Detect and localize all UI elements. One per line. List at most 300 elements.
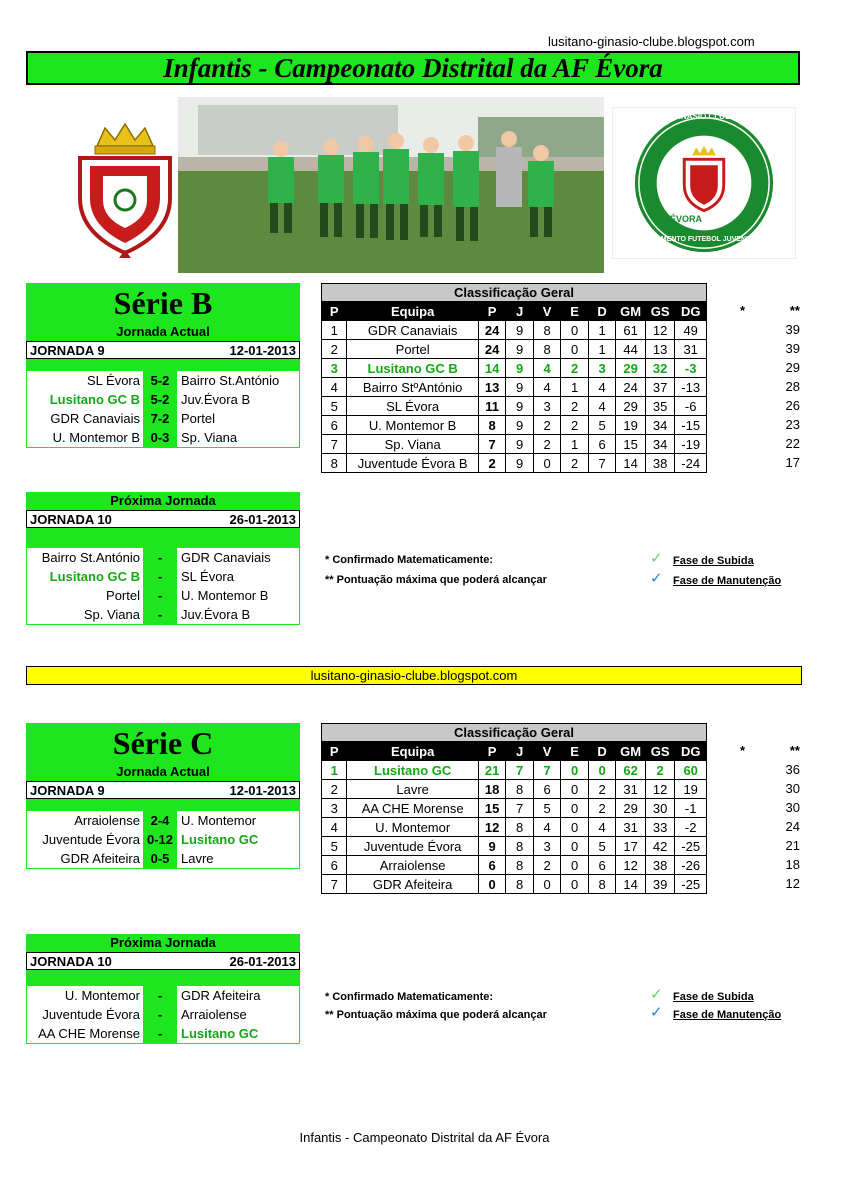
- cell-gm: 44: [616, 340, 646, 359]
- home-team: Sp. Viana: [83, 607, 140, 622]
- serie-b-next-panel: [26, 492, 300, 625]
- cell-d: 2: [588, 780, 616, 799]
- cell-dg: -6: [675, 397, 707, 416]
- cell-team: Lusitano GC B: [347, 359, 478, 378]
- badge-ring-bottom: DEPARTAMENTO FUTEBOL JUVENIL: [628, 236, 753, 243]
- spacer: [26, 970, 300, 986]
- page-title: Infantis - Campeonato Distrital da AF Évora: [163, 53, 663, 83]
- extra-col-header: **: [789, 743, 800, 758]
- column-header: V: [533, 742, 561, 761]
- away-team: Arraiolense: [181, 1007, 247, 1022]
- column-header: E: [561, 742, 589, 761]
- cell-v: 4: [533, 818, 561, 837]
- score: 5-2: [143, 390, 177, 409]
- cell-pts: 15: [478, 799, 506, 818]
- cell-team: Juventude Évora B: [347, 454, 478, 473]
- match-row: [27, 605, 299, 624]
- page-footer: Infantis - Campeonato Distrital da AF Évora: [299, 1130, 550, 1145]
- cell-j: 7: [506, 799, 534, 818]
- cell-d: 5: [588, 416, 616, 435]
- cell-pts: 24: [478, 321, 506, 340]
- badge-city: ÉVORA: [670, 214, 703, 224]
- cell-gs: 34: [645, 435, 675, 454]
- cell-v: 3: [533, 837, 561, 856]
- cell-pos: 2: [322, 780, 347, 799]
- cell-e: 2: [561, 416, 589, 435]
- cell-j: 8: [506, 818, 534, 837]
- club-crest-logo: [75, 118, 175, 263]
- cell-d: 5: [588, 837, 616, 856]
- cell-j: 8: [506, 856, 534, 875]
- cell-pos: 2: [322, 340, 347, 359]
- cell-gs: 42: [645, 837, 675, 856]
- extra-col-header: *: [740, 303, 746, 318]
- cell-j: 9: [506, 340, 534, 359]
- cell-d: 6: [588, 856, 616, 875]
- serie-b-current-label: Jornada Actual: [26, 323, 300, 341]
- table-row: [322, 416, 707, 435]
- home-team: Lusitano GC B: [49, 569, 140, 584]
- score: 5-2: [143, 371, 177, 390]
- cell-v: 2: [533, 416, 561, 435]
- cell-gs: 34: [645, 416, 675, 435]
- page-title-bar: [26, 51, 800, 85]
- match-row: [27, 986, 299, 1005]
- home-team: GDR Afeiteira: [60, 851, 140, 866]
- home-team: U. Montemor: [64, 988, 140, 1003]
- score: -: [143, 605, 177, 624]
- cell-pts: 9: [478, 837, 506, 856]
- max-points-value: 22: [785, 436, 800, 451]
- column-header: GM: [616, 742, 646, 761]
- cell-e: 0: [561, 340, 589, 359]
- score: -: [143, 1005, 177, 1024]
- cell-d: 7: [588, 454, 616, 473]
- cell-pos: 8: [322, 454, 347, 473]
- cell-v: 3: [533, 397, 561, 416]
- match-row: [27, 1024, 299, 1043]
- home-team: Lusitano GC B: [49, 392, 140, 407]
- cell-dg: -15: [675, 416, 707, 435]
- cell-pts: 6: [478, 856, 506, 875]
- table-row: [322, 359, 707, 378]
- score: 0-12: [143, 830, 177, 849]
- home-team: Juventude Évora: [42, 1007, 140, 1022]
- cell-team: GDR Afeiteira: [347, 875, 478, 894]
- cell-pts: 18: [478, 780, 506, 799]
- column-header: DG: [675, 302, 707, 321]
- serie-c-results: [26, 811, 300, 869]
- home-team: U. Montemor B: [52, 430, 140, 445]
- table-row: [322, 837, 707, 856]
- badge-ring-top: LUSITANO GINÁSIO CLUBE: [630, 112, 737, 121]
- table-row: [322, 761, 707, 780]
- max-points-value: 36: [785, 762, 800, 777]
- serie-c-title: Série C: [26, 723, 300, 763]
- match-row: [27, 371, 299, 390]
- max-points-value: 29: [785, 360, 800, 375]
- cell-dg: -13: [675, 378, 707, 397]
- away-team: Bairro St.António: [181, 373, 280, 388]
- check-manutencao-icon: ✓: [650, 1004, 663, 1021]
- table-row: [322, 321, 707, 340]
- cell-v: 8: [533, 321, 561, 340]
- column-header: P: [478, 302, 506, 321]
- score: 0-3: [143, 428, 177, 447]
- extra-header: [740, 301, 800, 320]
- column-header: P: [478, 742, 506, 761]
- cell-v: 6: [533, 780, 561, 799]
- serie-b-table-title: Classificação Geral: [321, 283, 707, 301]
- max-points-value: 39: [785, 322, 800, 337]
- match-row: [27, 548, 299, 567]
- cell-dg: -24: [675, 454, 707, 473]
- cell-v: 2: [533, 435, 561, 454]
- score: 0-5: [143, 849, 177, 868]
- cell-pos: 1: [322, 321, 347, 340]
- cell-e: 0: [561, 875, 589, 894]
- team-photo: [178, 97, 604, 273]
- cell-gm: 61: [616, 321, 646, 340]
- cell-gm: 19: [616, 416, 646, 435]
- column-header: D: [588, 742, 616, 761]
- score: -: [143, 1024, 177, 1043]
- serie-c-jornada: JORNADA 9: [30, 782, 105, 798]
- serie-c-date: 12-01-2013: [229, 782, 296, 798]
- cell-j: 8: [506, 780, 534, 799]
- cell-pts: 24: [478, 340, 506, 359]
- legend-max-b: ** Pontuação máxima que poderá alcançar: [325, 574, 547, 586]
- cell-gs: 37: [645, 378, 675, 397]
- cell-e: 1: [561, 378, 589, 397]
- blog-url-top[interactable]: lusitano-ginasio-clube.blogspot.com: [548, 34, 755, 49]
- cell-e: 0: [561, 799, 589, 818]
- cell-j: 8: [506, 837, 534, 856]
- column-header: GM: [616, 302, 646, 321]
- max-points-value: 24: [785, 819, 800, 834]
- table-row: [322, 799, 707, 818]
- max-points-value: 30: [785, 800, 800, 815]
- table-row: [322, 435, 707, 454]
- cell-team: Bairro StºAntónio: [347, 378, 478, 397]
- cell-gs: 38: [645, 856, 675, 875]
- cell-pos: 3: [322, 799, 347, 818]
- cell-pts: 13: [478, 378, 506, 397]
- serie-b-next-date: 26-01-2013: [229, 511, 296, 527]
- extra-col-header: *: [740, 743, 746, 758]
- column-header: DG: [675, 742, 707, 761]
- cell-pts: 2: [478, 454, 506, 473]
- cell-gm: 62: [616, 761, 646, 780]
- serie-b-jornada: JORNADA 9: [30, 342, 105, 358]
- legend-max-c: ** Pontuação máxima que poderá alcançar: [325, 1009, 547, 1021]
- cell-dg: -3: [675, 359, 707, 378]
- legend-confirmed-c: * Confirmado Matematicamente:: [325, 991, 494, 1003]
- away-team: Lavre: [181, 851, 214, 866]
- cell-team: U. Montemor: [347, 818, 478, 837]
- serie-c-standings: [321, 723, 707, 894]
- serie-b-date: 12-01-2013: [229, 342, 296, 358]
- cell-team: AA CHE Morense: [347, 799, 478, 818]
- cell-d: 1: [588, 321, 616, 340]
- cell-j: 9: [506, 454, 534, 473]
- cell-team: Lusitano GC: [347, 761, 478, 780]
- cell-j: 8: [506, 875, 534, 894]
- cell-gm: 17: [616, 837, 646, 856]
- cell-gm: 14: [616, 454, 646, 473]
- legend-subida-b[interactable]: Fase de Subida: [673, 555, 754, 567]
- cell-j: 9: [506, 359, 534, 378]
- cell-gm: 29: [616, 359, 646, 378]
- serie-c-extra-cols: [740, 741, 800, 893]
- table-row: [322, 856, 707, 875]
- cell-pts: 8: [478, 416, 506, 435]
- max-points-value: 26: [785, 398, 800, 413]
- cell-gm: 12: [616, 856, 646, 875]
- cell-pos: 4: [322, 818, 347, 837]
- cell-v: 8: [533, 340, 561, 359]
- cell-pos: 3: [322, 359, 347, 378]
- max-points-value: 21: [785, 838, 800, 853]
- cell-j: 9: [506, 416, 534, 435]
- cell-e: 0: [561, 818, 589, 837]
- cell-v: 4: [533, 378, 561, 397]
- serie-c-next-jornada: JORNADA 10: [30, 953, 112, 969]
- cell-pos: 7: [322, 875, 347, 894]
- cell-v: 4: [533, 359, 561, 378]
- cell-pts: 11: [478, 397, 506, 416]
- column-header: P: [322, 742, 347, 761]
- cell-gs: 2: [645, 761, 675, 780]
- match-row: [27, 428, 299, 447]
- cell-d: 4: [588, 378, 616, 397]
- column-header: E: [561, 302, 589, 321]
- serie-c-next-fixtures: [26, 986, 300, 1044]
- cell-d: 4: [588, 397, 616, 416]
- cell-dg: -25: [675, 875, 707, 894]
- score: -: [143, 548, 177, 567]
- cell-gm: 31: [616, 818, 646, 837]
- column-header: GS: [645, 302, 675, 321]
- serie-b-next-label: Próxima Jornada: [26, 492, 300, 510]
- cell-team: GDR Canaviais: [347, 321, 478, 340]
- cell-j: 7: [506, 761, 534, 780]
- cell-v: 5: [533, 799, 561, 818]
- cell-dg: -25: [675, 837, 707, 856]
- cell-gs: 35: [645, 397, 675, 416]
- cell-d: 4: [588, 818, 616, 837]
- column-header: J: [506, 302, 534, 321]
- cell-pts: 7: [478, 435, 506, 454]
- cell-gs: 13: [645, 340, 675, 359]
- match-row: [27, 567, 299, 586]
- cell-dg: -1: [675, 799, 707, 818]
- cell-d: 3: [588, 359, 616, 378]
- cell-dg: 49: [675, 321, 707, 340]
- cell-j: 9: [506, 397, 534, 416]
- away-team: Portel: [181, 411, 215, 426]
- cell-dg: 60: [675, 761, 707, 780]
- home-team: Portel: [106, 588, 140, 603]
- away-team: Juv.Évora B: [181, 607, 251, 622]
- cell-dg: 19: [675, 780, 707, 799]
- home-team: Arraiolense: [74, 813, 140, 828]
- cell-dg: -19: [675, 435, 707, 454]
- column-header: Equipa: [347, 742, 478, 761]
- cell-team: Lavre: [347, 780, 478, 799]
- match-row: [27, 409, 299, 428]
- match-row: [27, 390, 299, 409]
- serie-b-results: [26, 371, 300, 448]
- home-team: AA CHE Morense: [38, 1026, 140, 1041]
- legend-confirmed-b: * Confirmado Matematicamente:: [325, 554, 494, 566]
- cell-team: Sp. Viana: [347, 435, 478, 454]
- max-points-value: 23: [785, 417, 800, 432]
- serie-b-standings: [321, 283, 707, 473]
- cell-v: 0: [533, 454, 561, 473]
- cell-j: 9: [506, 378, 534, 397]
- cell-pos: 4: [322, 378, 347, 397]
- cell-gs: 30: [645, 799, 675, 818]
- cell-e: 0: [561, 856, 589, 875]
- serie-b-title: Série B: [26, 283, 300, 323]
- extra-header: [740, 741, 800, 760]
- legend-manutencao-c[interactable]: Fase de Manutenção: [673, 1009, 782, 1021]
- cell-team: U. Montemor B: [347, 416, 478, 435]
- home-team: Juventude Évora: [42, 832, 140, 847]
- cell-j: 9: [506, 435, 534, 454]
- away-team: GDR Canaviais: [181, 550, 271, 565]
- away-team: U. Montemor B: [181, 588, 269, 603]
- cell-pts: 14: [478, 359, 506, 378]
- cell-gs: 32: [645, 359, 675, 378]
- column-header: Equipa: [347, 302, 478, 321]
- cell-gm: 15: [616, 435, 646, 454]
- table-row: [322, 875, 707, 894]
- cell-pts: 21: [478, 761, 506, 780]
- max-points-value: 18: [785, 857, 800, 872]
- match-row: [27, 811, 299, 830]
- table-row: [322, 397, 707, 416]
- serie-c-next-panel: [26, 934, 300, 1044]
- serie-b-extra-cols: [740, 301, 800, 472]
- cell-gm: 24: [616, 378, 646, 397]
- serie-c-table: [321, 741, 707, 894]
- legend-manutencao-b[interactable]: Fase de Manutenção: [673, 575, 782, 587]
- away-team: Lusitano GC: [181, 832, 259, 847]
- match-row: [27, 849, 299, 868]
- serie-b-panel: [26, 283, 300, 448]
- serie-c-current-label: Jornada Actual: [26, 763, 300, 781]
- score: -: [143, 586, 177, 605]
- serie-b-next-jornada: JORNADA 10: [30, 511, 112, 527]
- cell-gs: 12: [645, 321, 675, 340]
- table-row: [322, 340, 707, 359]
- cell-d: 6: [588, 435, 616, 454]
- score: 2-4: [143, 811, 177, 830]
- spacer: [26, 799, 300, 811]
- cell-e: 2: [561, 359, 589, 378]
- cell-d: 8: [588, 875, 616, 894]
- home-team: GDR Canaviais: [50, 411, 140, 426]
- table-header-row: [322, 742, 707, 761]
- table-header-row: [322, 302, 707, 321]
- cell-team: Juventude Évora: [347, 837, 478, 856]
- spacer: [26, 359, 300, 371]
- serie-c-table-title: Classificação Geral: [321, 723, 707, 741]
- cell-team: SL Évora: [347, 397, 478, 416]
- serie-b-next-fixtures: [26, 548, 300, 625]
- score: 7-2: [143, 409, 177, 428]
- cell-team: Arraiolense: [347, 856, 478, 875]
- serie-c-next-date: 26-01-2013: [229, 953, 296, 969]
- cell-gm: 29: [616, 397, 646, 416]
- serie-c-jornada-row: [26, 781, 300, 799]
- max-points-value: 39: [785, 341, 800, 356]
- cell-gs: 33: [645, 818, 675, 837]
- max-points-value: 30: [785, 781, 800, 796]
- cell-team: Portel: [347, 340, 478, 359]
- cell-pos: 6: [322, 416, 347, 435]
- column-header: V: [533, 302, 561, 321]
- serie-b-next-jornada-row: [26, 510, 300, 528]
- legend-subida-c[interactable]: Fase de Subida: [673, 991, 754, 1003]
- score: -: [143, 567, 177, 586]
- cell-pts: 12: [478, 818, 506, 837]
- cell-gs: 39: [645, 875, 675, 894]
- cell-pos: 7: [322, 435, 347, 454]
- home-team: SL Évora: [87, 373, 140, 388]
- away-team: Lusitano GC: [181, 1026, 259, 1041]
- column-header: GS: [645, 742, 675, 761]
- match-row: [27, 586, 299, 605]
- cell-e: 0: [561, 837, 589, 856]
- cell-v: 0: [533, 875, 561, 894]
- cell-v: 2: [533, 856, 561, 875]
- cell-pos: 5: [322, 397, 347, 416]
- max-points-value: 17: [785, 455, 800, 470]
- spacer: [26, 528, 300, 548]
- cell-gm: 14: [616, 875, 646, 894]
- home-team: Bairro St.António: [41, 550, 140, 565]
- table-row: [322, 454, 707, 473]
- cell-d: 1: [588, 340, 616, 359]
- table-row: [322, 818, 707, 837]
- away-team: U. Montemor: [181, 813, 257, 828]
- cell-e: 0: [561, 321, 589, 340]
- check-subida-icon: ✓: [650, 550, 663, 567]
- cell-gm: 29: [616, 799, 646, 818]
- check-manutencao-icon: ✓: [650, 570, 663, 587]
- max-points-value: 28: [785, 379, 800, 394]
- cell-v: 7: [533, 761, 561, 780]
- serie-b-jornada-row: [26, 341, 300, 359]
- score: -: [143, 986, 177, 1005]
- cell-dg: -2: [675, 818, 707, 837]
- blog-url-bar[interactable]: lusitano-ginasio-clube.blogspot.com: [26, 666, 802, 685]
- extra-col-header: **: [789, 303, 800, 318]
- cell-gs: 12: [645, 780, 675, 799]
- match-row: [27, 830, 299, 849]
- match-row: [27, 1005, 299, 1024]
- cell-j: 9: [506, 321, 534, 340]
- serie-c-panel: [26, 723, 300, 869]
- cell-e: 2: [561, 397, 589, 416]
- cell-e: 1: [561, 435, 589, 454]
- column-header: D: [588, 302, 616, 321]
- away-team: GDR Afeiteira: [181, 988, 261, 1003]
- column-header: P: [322, 302, 347, 321]
